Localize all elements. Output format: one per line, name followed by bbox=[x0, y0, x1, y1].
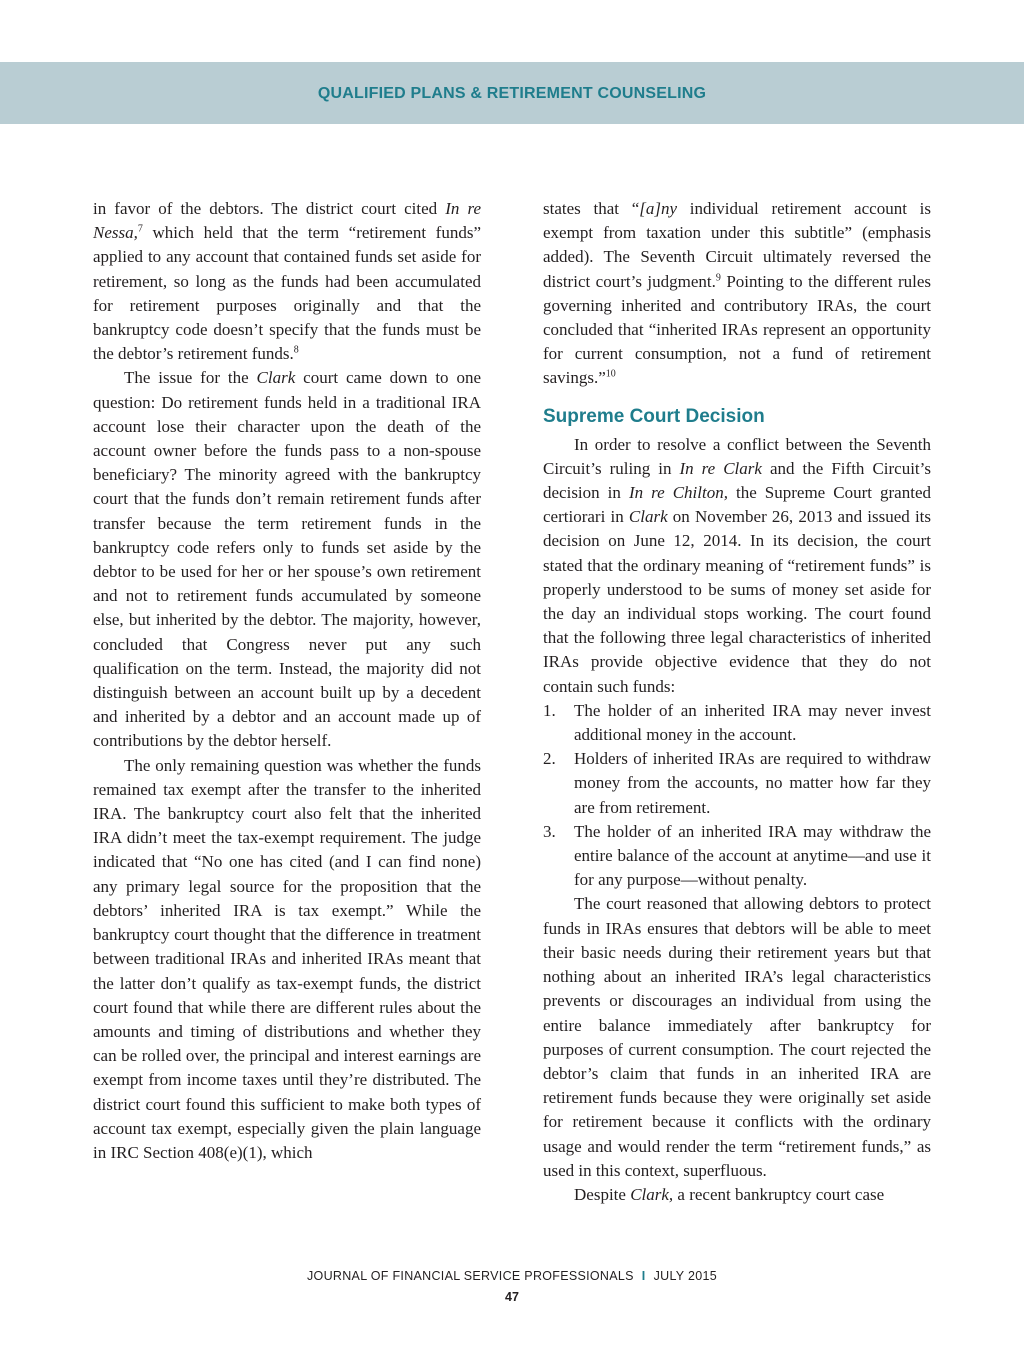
text-run: court came down to one question: Do retirement funds held in a traditional IRA account lose their character upon the death of the account owner before the funds pass to a non-spouse beneficiary? The minority agreed with the bankruptcy court that the funds don’t remain retirement funds after transfer because the term retirement funds in the bankruptcy code refers only to funds set aside by the debtor to be used for her or her spouse’s own retirement and not to retirement funds accumulated by someone else, but inherited by the debtor. The majority, however, concluded that Congress never put any such qualification on the term. Instead, the majority did not distinguish between an account built up by a decedent and inherited by a debtor and an account made up of contributions by the debtor herself. bbox=[93, 368, 481, 751]
case-name: In re Nessa, bbox=[93, 199, 481, 243]
running-header: QUALIFIED PLANS & RETIREMENT COUNSELING bbox=[317, 85, 707, 102]
section-heading: Supreme Court Decision bbox=[543, 405, 765, 427]
paragraph bbox=[543, 1183, 931, 1207]
list-number: 3. bbox=[543, 821, 556, 841]
text-run: In order to resolve a conflict between the Seventh Circuit’s ruling in bbox=[543, 434, 931, 478]
left-column bbox=[93, 197, 481, 1165]
footnote-ref: 8 bbox=[293, 344, 299, 356]
page-footer bbox=[0, 1269, 1024, 1283]
text-run: Pointing to the different rules governing inherited and contributory IRAs, the court concluded that “inherited IRAs represent an opportunity for current consumption, not a fund of retirement savings.” bbox=[543, 271, 931, 388]
case-name: Clark, bbox=[630, 1184, 674, 1204]
page-number: 47 bbox=[505, 1290, 519, 1304]
journal-name: JOURNAL OF FINANCIAL SERVICE PROFESSIONALS bbox=[307, 1269, 634, 1283]
text-run: The issue for the bbox=[124, 368, 257, 388]
text-run: individual retirement account is exempt from taxation under this subtitle” (emphasis added). The Seventh Circuit ultimately reversed the district court’s judgment. bbox=[543, 199, 931, 291]
paragraph: The court reasoned that allowing debtors to protect funds in IRAs ensures that debtors will be able to meet their basic needs during their retirement years but that nothing about an inherited IRA’s legal characteristics prevents or discourages an individual from using the entire balance immediately after bankruptcy for purposes of current consumption. The court rejected the debtor’s claim that funds in an inherited IRA are retirement funds because they were originally set aside for retirement because it conflicts with the ordinary usage and would render the term “retirement funds,” as used in this context, superfluous. bbox=[543, 894, 931, 1180]
list-number: 1. bbox=[543, 700, 556, 720]
issue-date: JULY 2015 bbox=[653, 1269, 717, 1283]
list-text: The holder of an inherited IRA may withdraw the entire balance of the account at anytime—and use it for any purpose—without penalty. bbox=[574, 821, 931, 890]
paragraph: The only remaining question was whether the funds remained tax exempt after the transfer to the inherited IRA. The bankruptcy court also felt that the inherited IRA didn’t meet the tax-exempt requirement. The judge indicated that “No one has cited (and I can find none) any primary legal source for the proposition that the debtors’ inherited IRA is tax exempt.” While the bankruptcy court thought that the difference in treatment between traditional IRAs and inherited IRAs meant that the latter don’t qualify as tax-exempt funds, the district court found that while there are different rules about the amounts and timing of distributions and whether they can be rolled over, the principal and interest earnings are exempt from income taxes until they’re distributed. The district court found this sufficient to make both types of account tax exempt, especially given the plain language in IRC Section 408(e)(1), which bbox=[93, 755, 481, 1162]
paragraph bbox=[543, 433, 931, 699]
list-item bbox=[543, 747, 931, 820]
paragraph bbox=[543, 197, 931, 391]
text-run: which held that the term “retirement funds” applied to any account that contained funds set aside for retirement, so long as the funds had been accumulated for retirement purposes originally and that the bankruptcy code doesn’t specify that the funds must be the debtor’s retirement funds. bbox=[93, 223, 481, 364]
text-run: a recent bankruptcy court case bbox=[673, 1184, 885, 1204]
list-item bbox=[543, 699, 931, 747]
list-text: The holder of an inherited IRA may never invest additional money in the account. bbox=[574, 700, 931, 745]
list-item bbox=[543, 820, 931, 893]
right-column bbox=[543, 197, 931, 1207]
paragraph bbox=[93, 366, 481, 753]
text-run: Despite bbox=[574, 1184, 631, 1204]
footnote-ref: 9 bbox=[715, 271, 721, 283]
footer-separator: I bbox=[641, 1269, 646, 1283]
text-run: the Supreme Court granted certiorari in bbox=[543, 483, 931, 527]
emphasis: [a]ny bbox=[639, 199, 678, 218]
text-run: states that “ bbox=[543, 199, 640, 218]
text-run: in favor of the debtors. The district court cited bbox=[93, 199, 446, 218]
text-run: and the Fifth Circuit’s decision in bbox=[543, 458, 931, 503]
footnote-ref: 10 bbox=[605, 368, 616, 380]
numbered-list bbox=[543, 699, 931, 893]
list-text: Holders of inherited IRAs are required to withdraw money from the accounts, no matter how far they are from retirement. bbox=[574, 749, 931, 817]
list-number: 2. bbox=[543, 749, 556, 769]
footnote-ref: 7 bbox=[137, 223, 143, 235]
text-run: on November 26, 2013 and issued its decision on June 12, 2014. In its decision, the court stated that the ordinary meaning of “retirement funds” is properly understood to be sums of money set aside for the day an individual stops working. The court found that the following three legal characteristics of inherited IRAs provide objective evidence that they do not contain such funds: bbox=[543, 507, 932, 696]
case-name: Clark bbox=[256, 368, 296, 388]
case-name: In re Chilton, bbox=[628, 483, 728, 503]
paragraph bbox=[93, 197, 481, 366]
case-name: In re Clark bbox=[679, 458, 762, 478]
case-name: Clark bbox=[628, 507, 668, 527]
